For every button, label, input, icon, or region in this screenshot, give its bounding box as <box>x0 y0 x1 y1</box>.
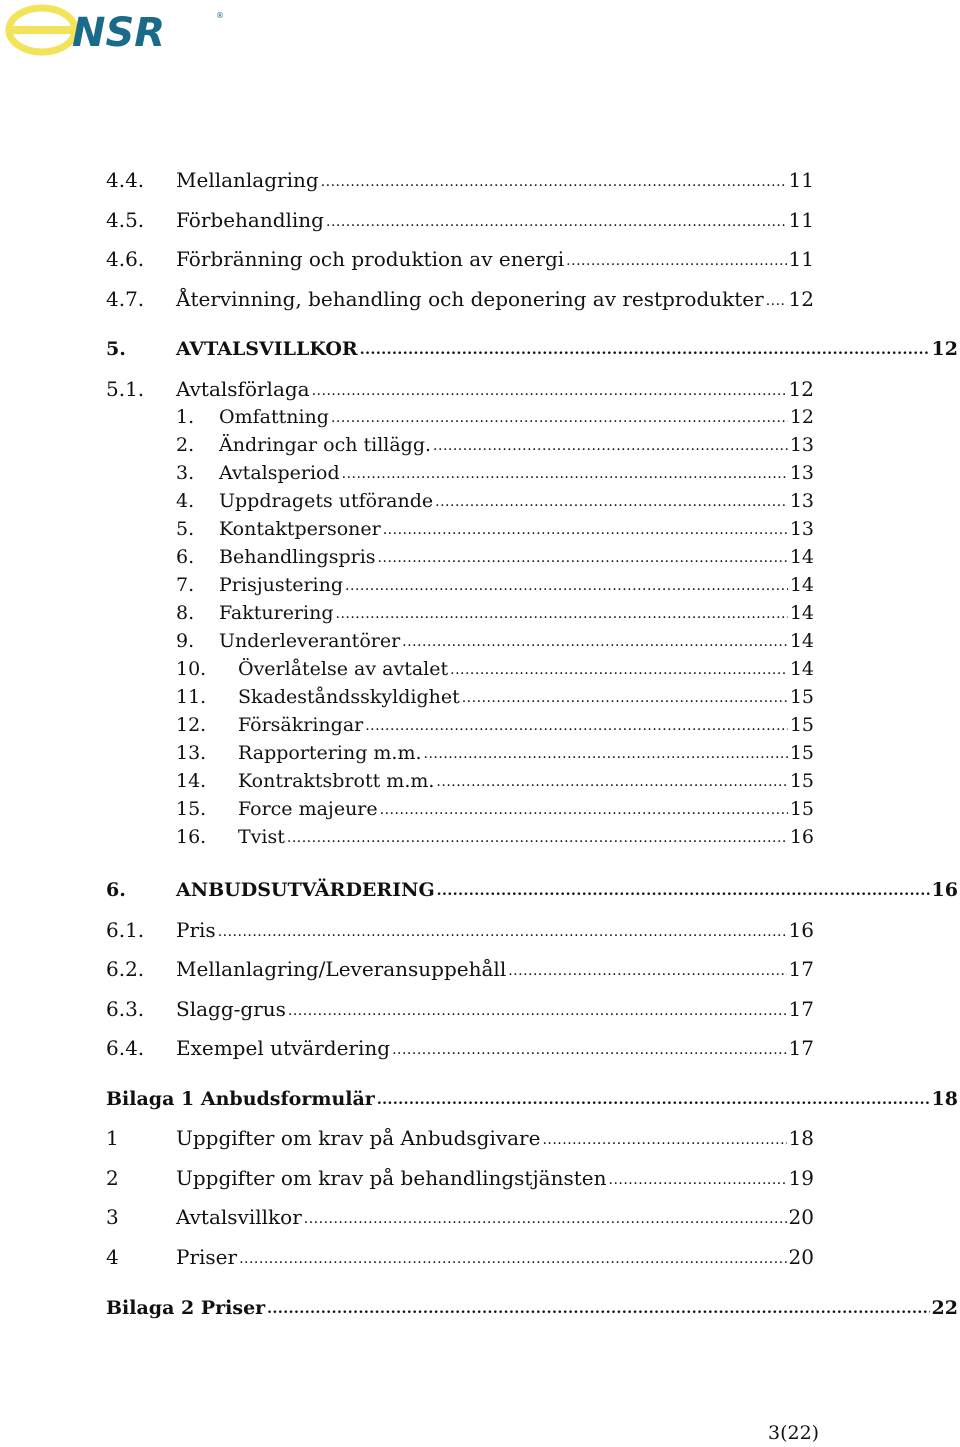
toc-leader <box>450 656 788 682</box>
toc-number: 5. <box>106 338 126 360</box>
toc-title: Prisjustering <box>219 574 344 596</box>
toc-leader <box>342 460 788 486</box>
toc-page: 12 <box>789 406 814 428</box>
toc-leader <box>383 516 788 542</box>
toc-subentry[interactable] <box>176 825 814 849</box>
toc-title: Återvinning, behandling och deponering av restprodukter <box>176 287 764 311</box>
toc-leader <box>288 996 787 1023</box>
toc-entry[interactable] <box>106 918 814 942</box>
toc-leader <box>508 956 786 983</box>
toc-number: 1. <box>176 406 195 428</box>
toc-entry[interactable] <box>106 957 814 981</box>
toc-title: Ändringar och tillägg. <box>219 434 432 456</box>
toc-page: 14 <box>789 602 814 624</box>
toc-title: Förbränning och produktion av energi <box>176 247 565 271</box>
toc-number: 7. <box>176 574 195 596</box>
toc-page: 13 <box>789 434 814 456</box>
toc-number: 3 <box>106 1205 119 1229</box>
toc-leader <box>380 796 788 822</box>
toc-page: 16 <box>788 918 814 942</box>
toc-leader <box>436 768 787 794</box>
toc-number: 3. <box>176 462 195 484</box>
toc-page: 22 <box>931 1297 958 1319</box>
toc-entry[interactable] <box>106 1205 814 1229</box>
toc-page: 12 <box>788 377 814 401</box>
toc-leader <box>365 712 788 738</box>
toc-title: AVTALSVILLKOR <box>176 338 358 360</box>
toc-entry[interactable] <box>106 377 814 401</box>
toc-page: 15 <box>789 798 814 820</box>
toc-entry[interactable] <box>106 997 814 1021</box>
toc-leader <box>402 628 788 654</box>
toc-number: 16. <box>176 826 207 848</box>
toc-number: 12. <box>176 714 207 736</box>
toc-entry[interactable] <box>106 168 814 192</box>
toc-number: 5.1. <box>106 377 145 401</box>
toc-title: Bilaga 2 Priser <box>106 1297 266 1319</box>
toc-title: Kontaktpersoner <box>219 518 381 540</box>
toc-page: 12 <box>931 338 958 360</box>
toc-number: 4.7. <box>106 287 145 311</box>
logo-text: NSR <box>72 10 166 56</box>
toc-leader <box>321 167 787 194</box>
toc-leader <box>378 544 788 570</box>
toc-page: 13 <box>789 462 814 484</box>
toc-subentry[interactable] <box>176 741 814 765</box>
toc-page: 20 <box>788 1205 814 1229</box>
toc-title: Uppgifter om krav på Anbudsgivare <box>176 1126 541 1150</box>
toc-title: Avtalsvillkor <box>176 1205 302 1229</box>
toc-number: 13. <box>176 742 207 764</box>
toc-title: Skadeståndsskyldighet <box>238 686 460 708</box>
toc-subentry[interactable] <box>176 433 814 457</box>
toc-number: 6. <box>106 879 126 901</box>
toc-title: Priser <box>176 1245 238 1269</box>
toc-number: 4. <box>176 490 195 512</box>
logo-registered: ® <box>216 11 224 20</box>
toc-entry[interactable] <box>106 1126 814 1150</box>
toc-leader <box>267 1295 929 1321</box>
toc-page: 11 <box>788 208 814 232</box>
toc-page: 19 <box>788 1166 814 1190</box>
toc-leader <box>218 917 787 944</box>
toc-page: 17 <box>788 957 814 981</box>
toc-number: 4.5. <box>106 208 145 232</box>
toc-title: Överlåtelse av avtalet <box>238 658 449 680</box>
toc-leader <box>766 286 787 313</box>
toc-number: 6.4. <box>106 1036 145 1060</box>
toc-title: Underleverantörer <box>219 630 401 652</box>
toc-title: Kontraktsbrott m.m. <box>238 770 435 792</box>
toc-subentry[interactable] <box>176 657 814 681</box>
toc-leader <box>345 572 788 598</box>
toc-leader <box>609 1165 787 1192</box>
toc-page: 12 <box>788 287 814 311</box>
toc-number: 11. <box>176 686 207 708</box>
toc-entry[interactable] <box>106 247 814 271</box>
toc-title: Force majeure <box>238 798 378 820</box>
toc-heading-entry[interactable] <box>106 1087 958 1111</box>
toc-subentry[interactable] <box>176 489 814 513</box>
toc-leader <box>424 740 788 766</box>
toc-title: Rapportering m.m. <box>238 742 422 764</box>
toc-title: Uppdragets utförande <box>219 490 434 512</box>
toc-leader <box>326 207 787 234</box>
toc-title: Behandlingspris <box>219 546 376 568</box>
toc-page: 11 <box>788 247 814 271</box>
toc-number: 6.1. <box>106 918 145 942</box>
toc-title: Avtalsperiod <box>219 462 340 484</box>
toc-title: Mellanlagring <box>176 168 319 192</box>
toc-heading-entry[interactable] <box>106 1296 958 1320</box>
toc-heading-entry[interactable] <box>106 878 958 902</box>
toc-leader <box>433 432 788 458</box>
toc-page: 17 <box>788 1036 814 1060</box>
toc-subentry[interactable] <box>176 405 814 429</box>
toc-title: ANBUDSUTVÄRDERING <box>176 879 435 901</box>
toc-subentry[interactable] <box>176 461 814 485</box>
toc-title: Förbehandling <box>176 208 324 232</box>
toc-number: 5. <box>176 518 195 540</box>
toc-number: 6. <box>176 546 195 568</box>
toc-page: 15 <box>789 742 814 764</box>
toc-page: 14 <box>789 574 814 596</box>
toc-subentry[interactable] <box>176 601 814 625</box>
toc-leader <box>287 824 788 850</box>
toc-page: 15 <box>789 686 814 708</box>
toc-number: 9. <box>176 630 195 652</box>
toc-leader <box>304 1204 787 1231</box>
toc-leader <box>360 336 930 362</box>
toc-title: Exempel utvärdering <box>176 1036 391 1060</box>
toc-number: 4 <box>106 1245 119 1269</box>
toc-title: Försäkringar <box>238 714 364 736</box>
toc-subentry[interactable] <box>176 685 814 709</box>
toc-number: 6.3. <box>106 997 145 1021</box>
toc-subentry[interactable] <box>176 573 814 597</box>
toc-page: 16 <box>931 879 958 901</box>
toc-title: Uppgifter om krav på behandlingstjänsten <box>176 1166 607 1190</box>
toc-leader <box>462 684 788 710</box>
toc-page: 13 <box>789 518 814 540</box>
toc-title: Mellanlagring/Leveransuppehåll <box>176 957 507 981</box>
toc-entry[interactable] <box>106 1036 814 1060</box>
toc-page: 20 <box>788 1245 814 1269</box>
toc-title: Tvist <box>238 826 285 848</box>
toc-leader <box>312 376 787 403</box>
toc-number: 1 <box>106 1126 119 1150</box>
page-number: 3(22) <box>768 1422 820 1444</box>
toc-page: 11 <box>788 168 814 192</box>
toc-number: 10. <box>176 658 207 680</box>
toc-page: 13 <box>789 490 814 512</box>
toc-title: Bilaga 1 Anbudsformulär <box>106 1088 375 1110</box>
toc-entry[interactable] <box>106 1245 814 1269</box>
toc-subentry[interactable] <box>176 545 814 569</box>
toc-entry[interactable] <box>106 208 814 232</box>
toc-title: Pris <box>176 918 216 942</box>
toc-heading-entry[interactable] <box>106 337 958 361</box>
toc-subentry[interactable] <box>176 629 814 653</box>
toc-leader <box>542 1125 786 1152</box>
toc-leader <box>566 246 786 273</box>
toc-page: 17 <box>788 997 814 1021</box>
toc-title: Slagg-grus <box>176 997 286 1021</box>
toc-leader <box>239 1244 786 1271</box>
toc-leader <box>377 1086 930 1112</box>
toc-leader <box>392 1035 786 1062</box>
toc-page: 14 <box>789 546 814 568</box>
toc-page: 15 <box>789 770 814 792</box>
toc-subentry[interactable] <box>176 797 814 821</box>
toc-title: Omfattning <box>219 406 329 428</box>
toc-leader <box>435 488 788 514</box>
toc-page: 18 <box>931 1088 958 1110</box>
toc-number: 14. <box>176 770 207 792</box>
toc-subentry[interactable] <box>176 713 814 737</box>
toc-page: 16 <box>789 826 814 848</box>
toc-title: Avtalsförlaga <box>176 377 310 401</box>
toc-number: 4.4. <box>106 168 145 192</box>
toc-subentry[interactable] <box>176 517 814 541</box>
toc-number: 2. <box>176 434 195 456</box>
toc-entry[interactable] <box>106 287 814 311</box>
toc-leader <box>437 877 930 903</box>
toc-number: 15. <box>176 798 207 820</box>
toc-leader <box>331 404 788 430</box>
toc-entry[interactable] <box>106 1166 814 1190</box>
toc-number: 6.2. <box>106 957 145 981</box>
toc-leader <box>336 600 788 626</box>
toc-number: 2 <box>106 1166 119 1190</box>
toc-subentry[interactable] <box>176 769 814 793</box>
toc-number: 8. <box>176 602 195 624</box>
toc-page: 14 <box>789 630 814 652</box>
toc-title: Fakturering <box>219 602 334 624</box>
toc-page: 15 <box>789 714 814 736</box>
toc-page: 14 <box>789 658 814 680</box>
toc-page: 18 <box>788 1126 814 1150</box>
toc-number: 4.6. <box>106 247 145 271</box>
